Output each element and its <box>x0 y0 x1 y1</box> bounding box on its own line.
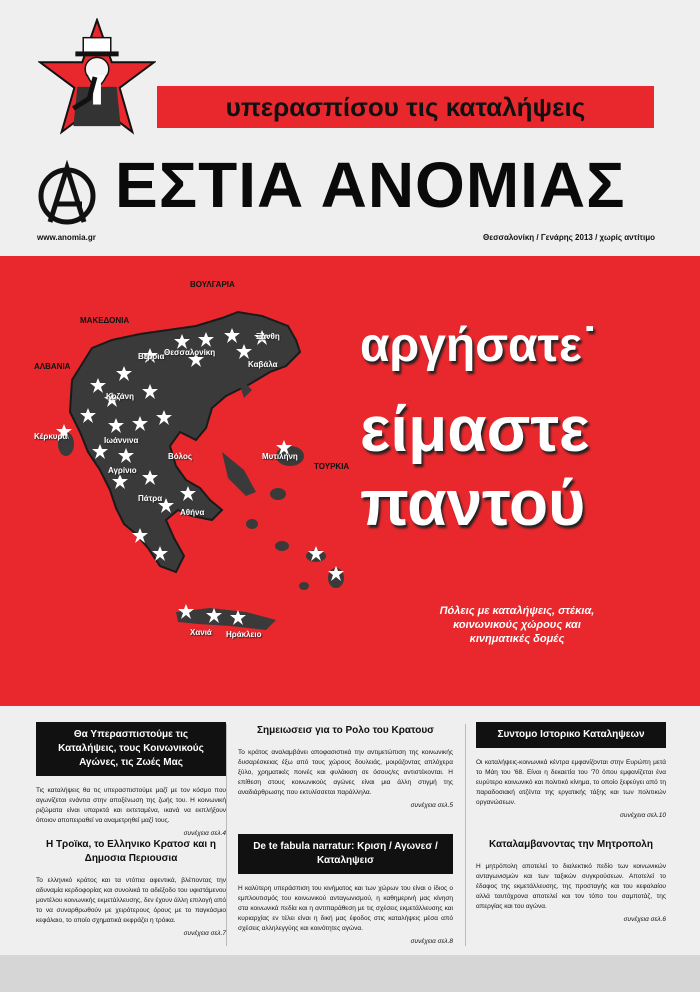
headline-line-2: είμαστε <box>360 393 590 465</box>
article-title[interactable]: Καταλαμβανοντας την Μητροπολη <box>489 839 653 850</box>
column-divider <box>226 724 227 946</box>
article-body: Το ελληνικό κράτος και τα ντόπια αφεντικά, βλέποντας την αδυναμία κερδοφορίας και συνολικά το αδιέξοδο του υφιστάμενου μοντέλου κοινωνικής εκμετάλλευσης, δεν έχουν άλλη επιλογή από το να συναρθρωθούν με χειρότερους όρους με το παγκόσμιο κεφάλαιο, το οποίο σχηματικά εκφράζει η τρόικα. <box>36 877 226 924</box>
article-body: Η μητρόπολη αποτελεί το διαλεκτικό πεδίο των κοινωνικών ανταγωνισμών και των ταξικών συγκρούσεων. Αποτελεί το έδαφος της εκμετάλλευσης, της προσταγής και του κεφαλαίου αλλά ταυτόχρονα αποτελεί και τον τόπο του σαμποτάζ, της απεργίας και του αγώνα. <box>476 863 666 910</box>
masthead-title: ΕΣΤΙΑ ΑΝΟΜΙΑΣ <box>115 149 626 221</box>
label-chania: Χανιά <box>190 628 212 637</box>
article-role-of-state[interactable] <box>238 724 453 809</box>
tagline-text: υπερασπίσου τις καταλήψεις <box>225 91 586 122</box>
article-defend-squats[interactable] <box>36 722 226 837</box>
label-ioannina: Ιωάννινα <box>104 436 139 445</box>
column-divider <box>465 724 466 946</box>
label-xanthi: Ξάνθη <box>256 332 280 341</box>
article-continued: συνέχεια σελ.8 <box>410 938 453 945</box>
label-macedonia: ΜΑΚΕΔΟΝΙΑ <box>80 316 130 325</box>
label-turkey: ΤΟΥΡΚΙΑ <box>314 462 350 471</box>
article-title[interactable]: Θα Υπερασπιστούμε τις Καταλήψεις, τους Κοινωνικούς Αγώνες, τις Ζωές Μας <box>36 722 226 776</box>
label-kavala: Καβάλα <box>248 360 278 369</box>
label-agrinio: Αγρίνιο <box>108 466 137 475</box>
article-body: Το κράτος αναλαμβάνει αποφασιστικά την αντιμετώπιση της κοινωνικής δυσαρέσκειας έξω από τους χώρους δουλειάς, μοιράζοντας απλόχερα ξύλο, χρηματικές ποινές και φυλάκιση σε όσους/ες αντιστέκονται. Η επίθεση στους κοινωνικούς αγώνες είναι μια άλλη στιγμή της αναδιάρθρωσης που εκτυλίσσεται παράλληλα. <box>238 749 453 796</box>
article-title[interactable]: De te fabula narratur: Κριση / Αγωνεσ / Καταληψεισ <box>238 834 453 874</box>
dateline: Θεσσαλονίκη / Γενάρης 2013 / χωρίς αντίτιμο <box>483 233 655 242</box>
label-mytilini: Μυτιλήνη <box>262 452 298 461</box>
article-continued: συνέχεια σελ.5 <box>410 802 453 809</box>
label-patra: Πάτρα <box>138 494 163 503</box>
article-metropolis[interactable] <box>476 838 666 923</box>
footer-strip <box>0 955 700 992</box>
article-continued: συνέχεια σελ.6 <box>623 916 666 923</box>
article-title[interactable]: Σημειωσεισ για το Ρολο του Κρατουσ <box>256 725 435 736</box>
label-thessaloniki: Θεσσαλονίκη <box>164 348 216 357</box>
article-squat-history[interactable] <box>476 722 666 819</box>
article-body: Οι καταλήψεις-κοινωνικά κέντρα εμφανίζονται στην Ευρώπη μετά το Μάη του '68. Είναι η δεκαετία του '70 όπου εμφανίζεται ένα ευρύτερο κοινωνικό και πολιτικό κίνημα, το οποίο ξεφεύγει από τη παραδοσιακή ατζέντα της εργατικής τάξης και των πολιτικών οργανώσεων. <box>476 759 666 806</box>
article-de-te-fabula[interactable] <box>238 834 453 945</box>
headline-line-3: παντού <box>360 467 586 539</box>
article-body: Τις καταλήψεις θα τις υπερασπιστούμε μαζί με τον κόσμο που αγωνίζεται ενάντια στην αποξένωση της ζωής του. Η κοινωνική ριζώματα είναι υπαρκτά και εκτεταμένα, ικανά να εκπλήξουν όποιον αποπειραθεί να αναμετρηθεί μαζί τους. <box>36 787 226 824</box>
tagline-banner <box>157 86 654 128</box>
article-title[interactable]: Η Τροϊκα, το Ελληνικο Κρατοσ και η Δημοσια Περιουσια <box>45 839 217 864</box>
article-troika[interactable] <box>36 838 226 937</box>
website-url[interactable]: www.anomia.gr <box>37 233 96 242</box>
label-irakleio: Ηράκλειο <box>226 630 262 639</box>
label-bulgaria: ΒΟΥΛΓΑΡΙΑ <box>190 280 235 289</box>
article-body: Η καλύτερη υπεράσπιση του κινήματος και των χώρων του είναι ο ίδιος ο εμπλουτισμός του κοινωνικού ανταγωνισμού, η καθημερινή μας κίνηση στα κοινωνικά πεδία και η αντιπαράθεση με τις σχέσεις εκμετάλλευσης και κυριαρχίας εν τέλει είναι η δική μας έφοδος στις καταλήψεις μέσα από σχέσεις αλληλεγγύης και κοινότητες αγώνα. <box>238 885 453 932</box>
article-title[interactable]: Συντομο Ιστορικο Καταληψεων <box>476 722 666 748</box>
article-continued: συνέχεια σελ.4 <box>183 830 226 837</box>
star-logo-icon <box>38 18 156 136</box>
article-continued: συνέχεια σελ.10 <box>620 812 666 819</box>
label-veria: Βέροια <box>138 352 165 361</box>
label-kozani: Κοζάνη <box>106 392 134 401</box>
label-athina: Αθήνα <box>180 508 205 517</box>
anarchy-logo-icon <box>36 160 98 230</box>
label-volos: Βόλος <box>168 452 193 461</box>
headline-line-1: αργήσατε˙ <box>360 319 598 372</box>
label-kerkyra: Κέρκυρα <box>34 432 68 441</box>
label-albania: ΑΛΒΑΝΙΑ <box>34 362 71 371</box>
article-continued: συνέχεια σελ.7 <box>183 930 226 937</box>
map-caption: Πόλεις με καταλήψεις, στέκια, κοινωνικούς χώρους και κινηματικές δομές <box>439 605 595 645</box>
